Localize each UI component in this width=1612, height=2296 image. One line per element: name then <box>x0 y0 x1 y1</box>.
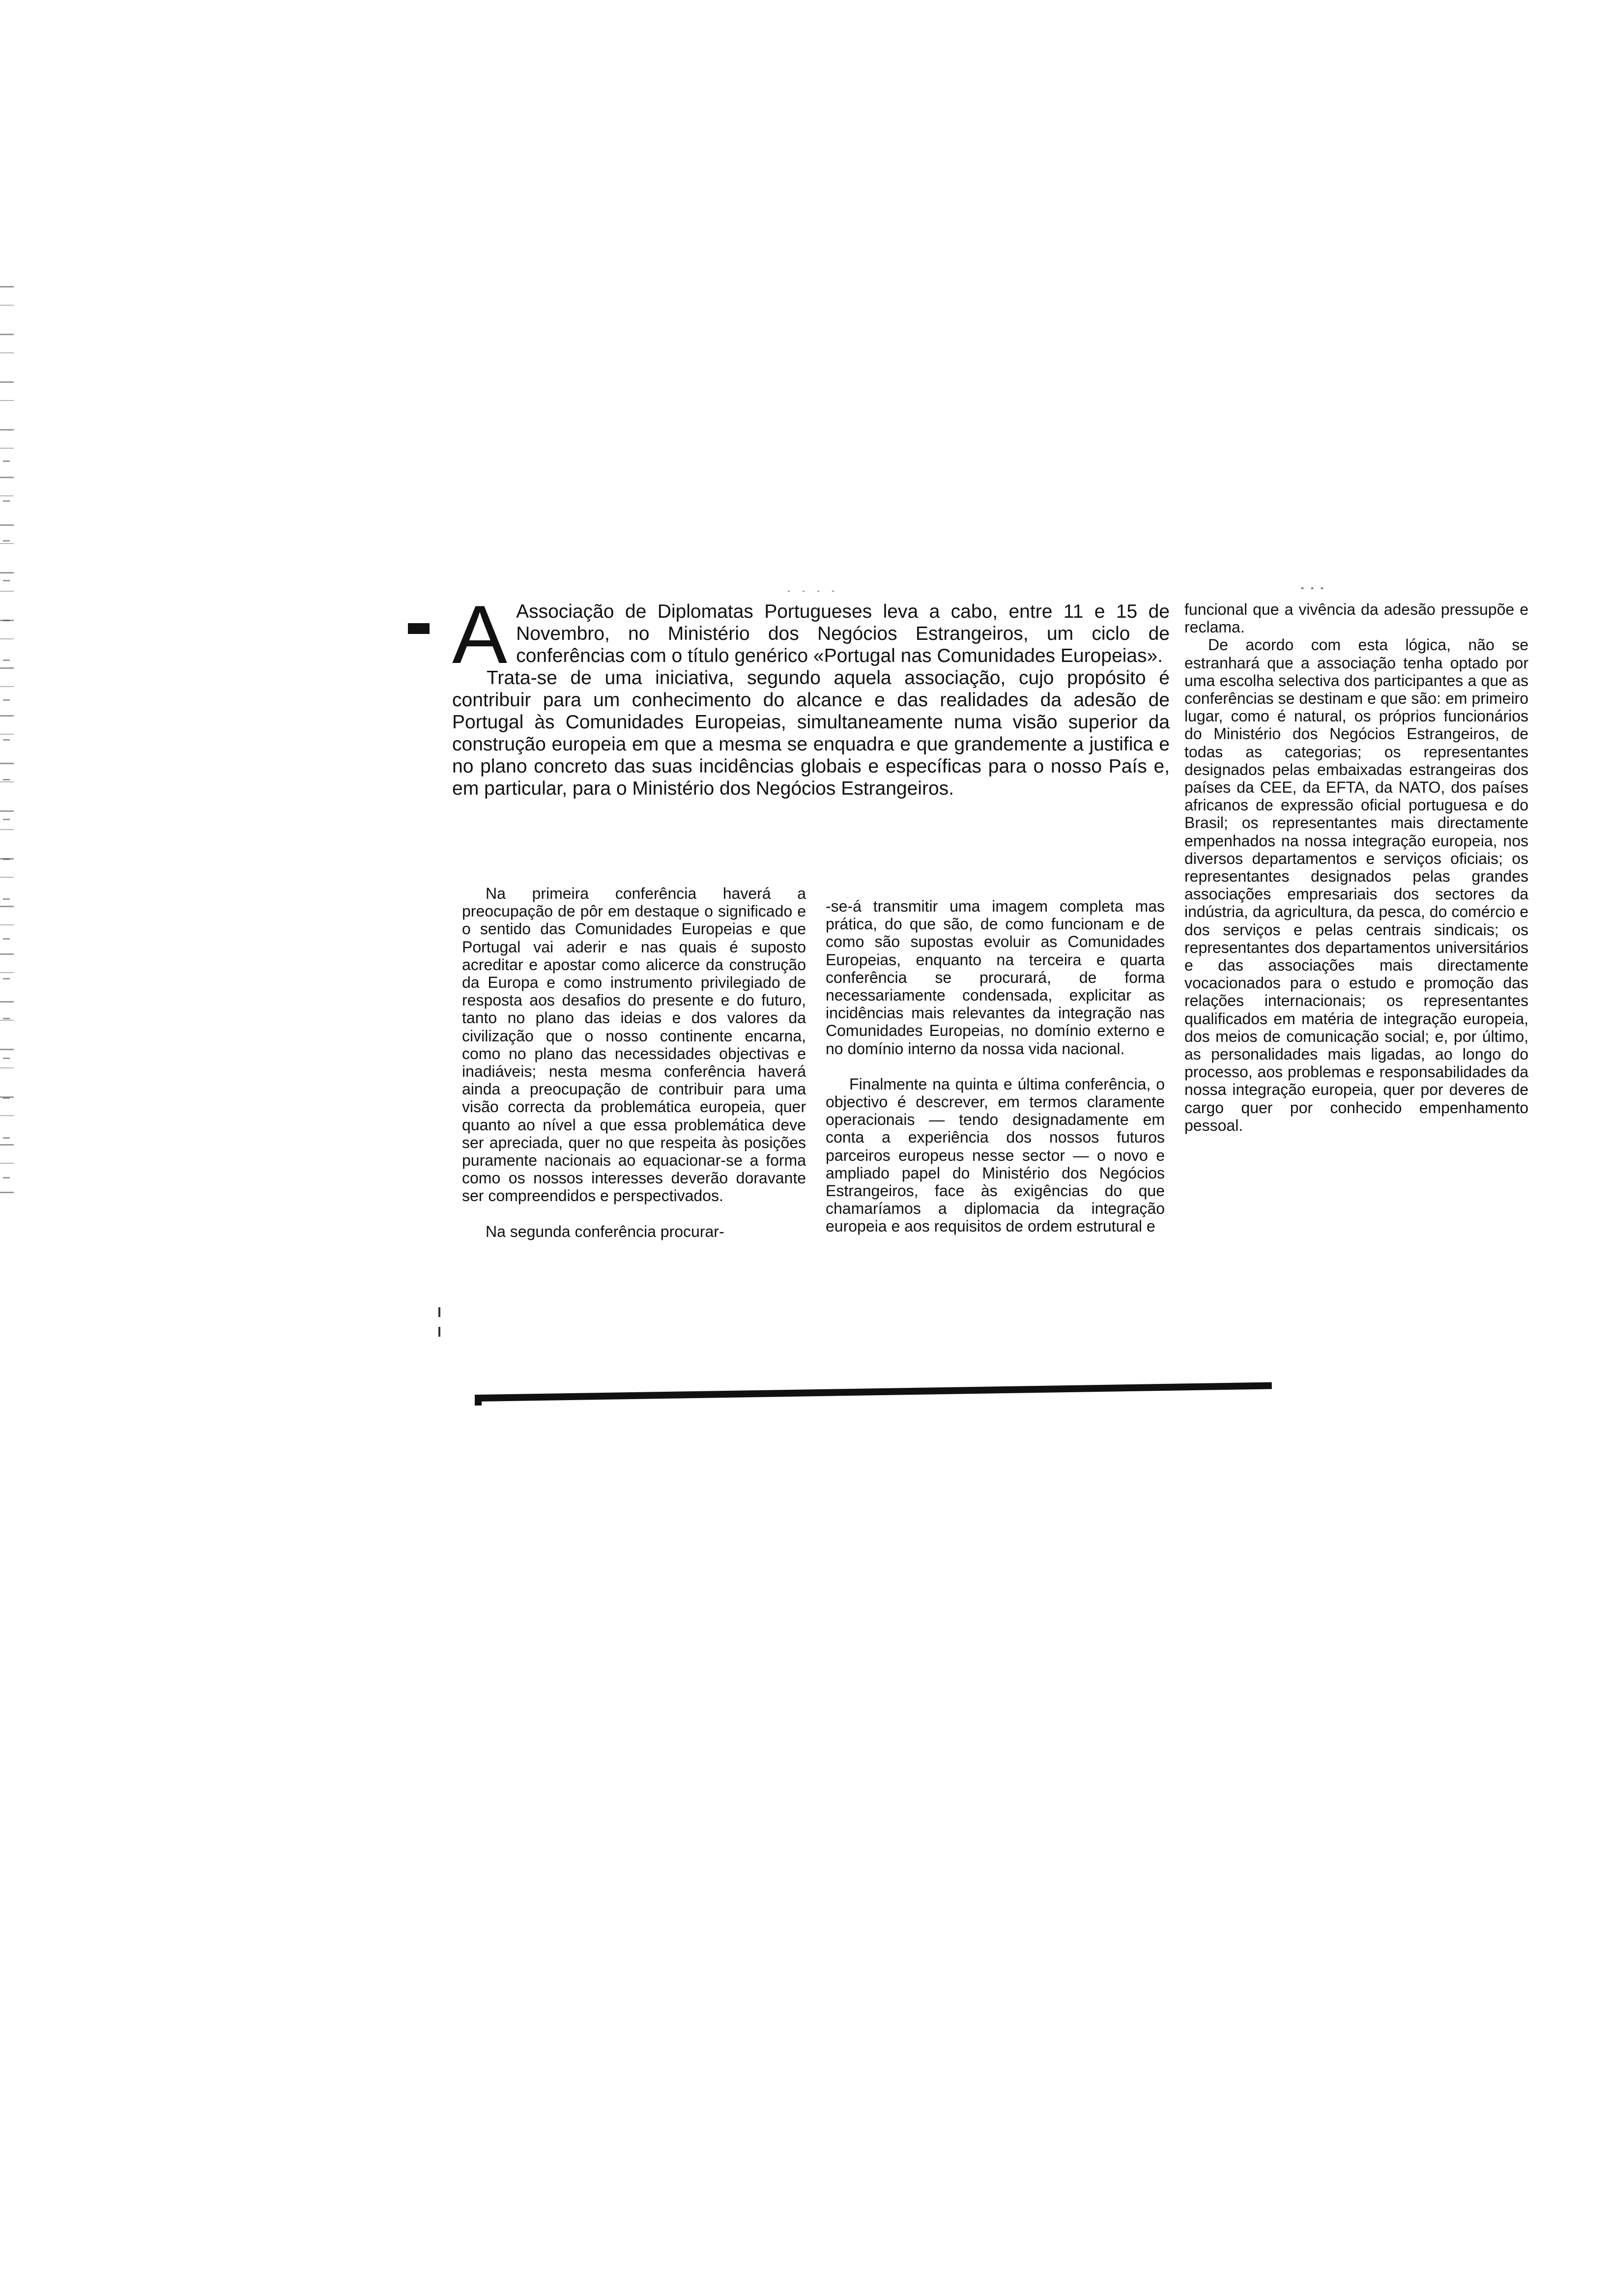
scan-margin-mark <box>438 1307 440 1317</box>
scan-margin-mark <box>438 1327 440 1337</box>
article-column-1 <box>462 885 806 1240</box>
article-column-2 <box>826 897 1165 1235</box>
column2-paragraph-2: Finalmente na quinta e última conferência, o objectivo é descrever, em termos claramente operacionais — tendo designadamente em conta a experiência dos nossos futuros parceiros europeus nesse sector — o novo e ampliado papel do Ministério dos Negócios Estrangeiros, face às exigências do que chamaríamos a diplomacia da integração europeia e aos requisitos de ordem estrutural e <box>826 1075 1165 1235</box>
column2-paragraph-1: -se-á transmitir uma imagem completa mas prática, do que são, de como funcionam e de como são supostas evoluir as Comunidades Europeias, enquanto na terceira e quarta conferência se procurará, de forma necessariamente condensada, explicitar as incidências mais relevantes da integração nas Comunidades Europeias, no domínio externo e no domínio interno da nossa vida nacional. <box>826 897 1165 1058</box>
bottom-rule-tip <box>475 1395 482 1406</box>
section-marker <box>408 623 430 634</box>
article-column-3 <box>1184 601 1528 1134</box>
bottom-rule <box>476 1382 1272 1402</box>
scan-specks <box>781 589 840 594</box>
column1-paragraph-1: Na primeira conferência haverá a preocupação de pôr em destaque o significado e o sentido das Comunidades Europeias e que Portugal vai aderir e nas quais é suposto acreditar e apostar como alicerce da construção da Europa e como instrumento privilegiado de resposta aos desafios do presente e do futuro, tanto no plano das ideias e dos valores da civilização que o nosso continente encarna, como no plano das necessidades objectivas e inadiáveis; nesta mesma conferência haverá ainda a preocupação de contribuir para uma visão correcta da problemática europeia, quer quanto ao nível a que essa problemática deve ser apreciada, quer no que respeita às posições puramente nacionais ao equacionar-se a forma como os nossos interesses deverão doravante ser compreendidos e perspectivados. <box>462 885 806 1205</box>
column1-paragraph-2: Na segunda conferência procurar- <box>486 1222 724 1240</box>
column3-paragraph-1: funcional que a vivência da adesão pressupõe e reclama. <box>1184 601 1528 636</box>
scan-specks <box>1297 585 1327 592</box>
scan-edge-noise-secondary <box>3 442 10 1179</box>
lead-paragraph-1: Associação de Diplomatas Portugueses leva a cabo, entre 11 e 15 de Novembro, no Ministério dos Negócios Estrangeiros, um ciclo de conferências com o título genérico «Portugal nas Comunidades Europeias». <box>516 601 1170 666</box>
article-lead <box>452 588 1170 800</box>
drop-cap: A <box>452 588 508 681</box>
column3-paragraph-2: De acordo com esta lógica, não se estranhará que a associação tenha optado por uma escolha selectiva dos participantes a que as conferências se destinam e que são: em primeiro lugar, como é natural, os próprios funcionários do Ministério dos Negócios Estrangeiros, de todas as categorias; os representantes designados pelas embaixadas estrangeiras dos países da CEE, da EFTA, da NATO, dos países africanos de expressão oficial portuguesa e do Brasil; os representantes mais directamente empenhados na nossa integração europeia, nos diversos departamentos e serviços oficiais; os representantes designados pelas grandes associações empresariais dos sectores da indústria, da agricultura, da pesca, do comércio e dos serviços e pelas centrais sindicais; os representantes dos departamentos universitários e das associações mais directamente vocacionados para o estudo e promoção das relações internacionais; os representantes qualificados em matéria de integração europeia, dos meios de comunicação social; e, por último, as personalidades mais ligadas, ao longo do processo, aos problemas e responsabilidades da nossa integração europeia, quer por deveres de cargo quer por conhecido empenhamento pessoal. <box>1184 636 1528 1134</box>
lead-paragraph-2: Trata-se de uma iniciativa, segundo aquela associação, cujo propósito é contribuir para um conhecimento do alcance e das realidades da adesão de Portugal às Comunidades Europeias, simultaneamente numa visão superior da construção europeia em que a mesma se enquadra e que grandemente a justifica e no plano concreto das suas incidências globais e específicas para o nosso País e, em particular, para o Ministério dos Negócios Estrangeiros. <box>452 667 1170 799</box>
